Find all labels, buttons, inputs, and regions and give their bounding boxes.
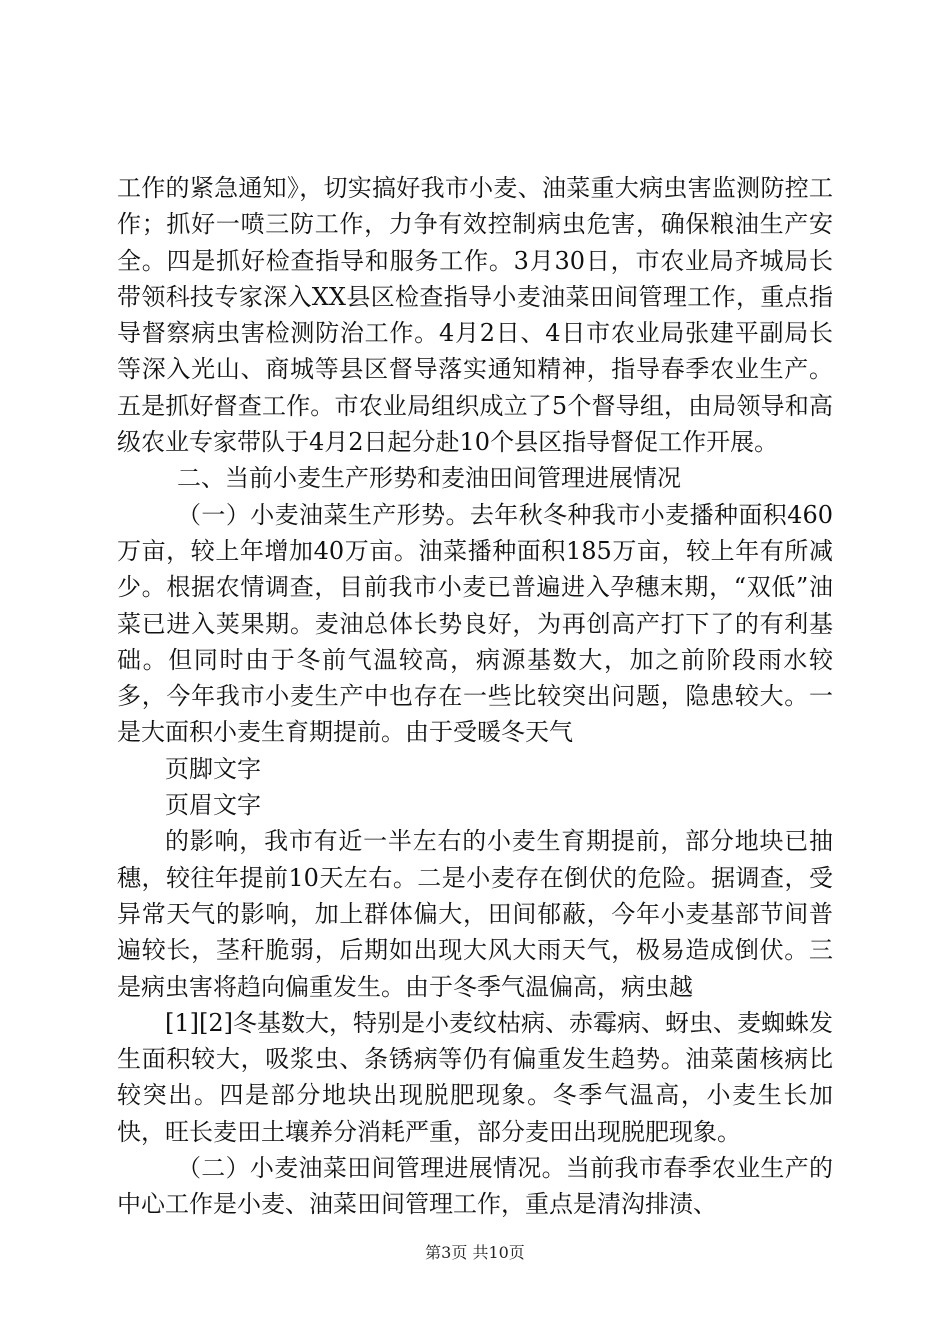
paragraph-pests: [1][2]冬基数大，特别是小麦纹枯病、赤霉病、蚜虫、麦蜘蛛发生面积较大，吸浆虫、条锈病等仍有偏重发生趋势。油菜菌核病比较突出。四是部分地块出现脱肥现象。冬季气温高，小麦生长加快，旺长麦田土壤养分消耗严重，部分麦田出现脱肥现象。 [117, 1008, 833, 1146]
paragraph-continuation: 的影响，我市有近一半左右的小麦生育期提前，部分地块已抽穗，较往年提前10天左右。二是小麦存在倒伏的危险。据调查，受异常天气的影响，加上群体偏大，田间郁蔽，今年小麦基部节间普遍较长，茎秆脆弱，后期如出现大风大雨天气，极易造成倒伏。三是病虫害将趋向偏重发生。由于冬季气温偏高，病虫越 [117, 827, 833, 1001]
header-placeholder-text: 页眉文字 [165, 791, 261, 820]
section-heading-2: 二、当前小麦生产形势和麦油田间管理进展情况 [177, 464, 681, 493]
document-body [117, 170, 833, 1223]
footer-placeholder-text: 页脚文字 [165, 754, 261, 783]
paragraph-field-management: （二）小麦油菜田间管理进展情况。当前我市春季农业生产的中心工作是小麦、油菜田间管理工作，重点是清沟排渍、 [117, 1154, 833, 1219]
page-number-footer: 第3页 共10页 [425, 1243, 525, 1262]
paragraph-1: 工作的紧急通知》，切实搞好我市小麦、油菜重大病虫害监测防控工作；抓好一喷三防工作，力争有效控制病虫危害，确保粮油生产安全。四是抓好检查指导和服务工作。3月30日，市农业局齐城局长带领科技专家深入XX县区检查指导小麦油菜田间管理工作，重点指导督察病虫害检测防治工作。4月2日、4日市农业局张建平副局长等深入光山、商城等县区督导落实通知精神，指导春季农业生产。五是抓好督查工作。市农业局组织成立了5个督导组，由局领导和高级农业专家带队于4月2日起分赴10个县区指导督促工作开展。 [117, 174, 833, 457]
paragraph-wheat-situation: （一）小麦油菜生产形势。去年秋冬种我市小麦播种面积460万亩，较上年增加40万亩。油菜播种面积185万亩，较上年有所减少。根据农情调查，目前我市小麦已普遍进入孕穗末期，“双低”油菜已进入荚果期。麦油总体长势良好，为再创高产打下了的有利基础。但同时由于冬前气温较高，病源基数大，加之前阶段雨水较多，今年我市小麦生产中也存在一些比较突出问题，隐患较大。一是大面积小麦生育期提前。由于受暖冬天气 [117, 500, 833, 747]
